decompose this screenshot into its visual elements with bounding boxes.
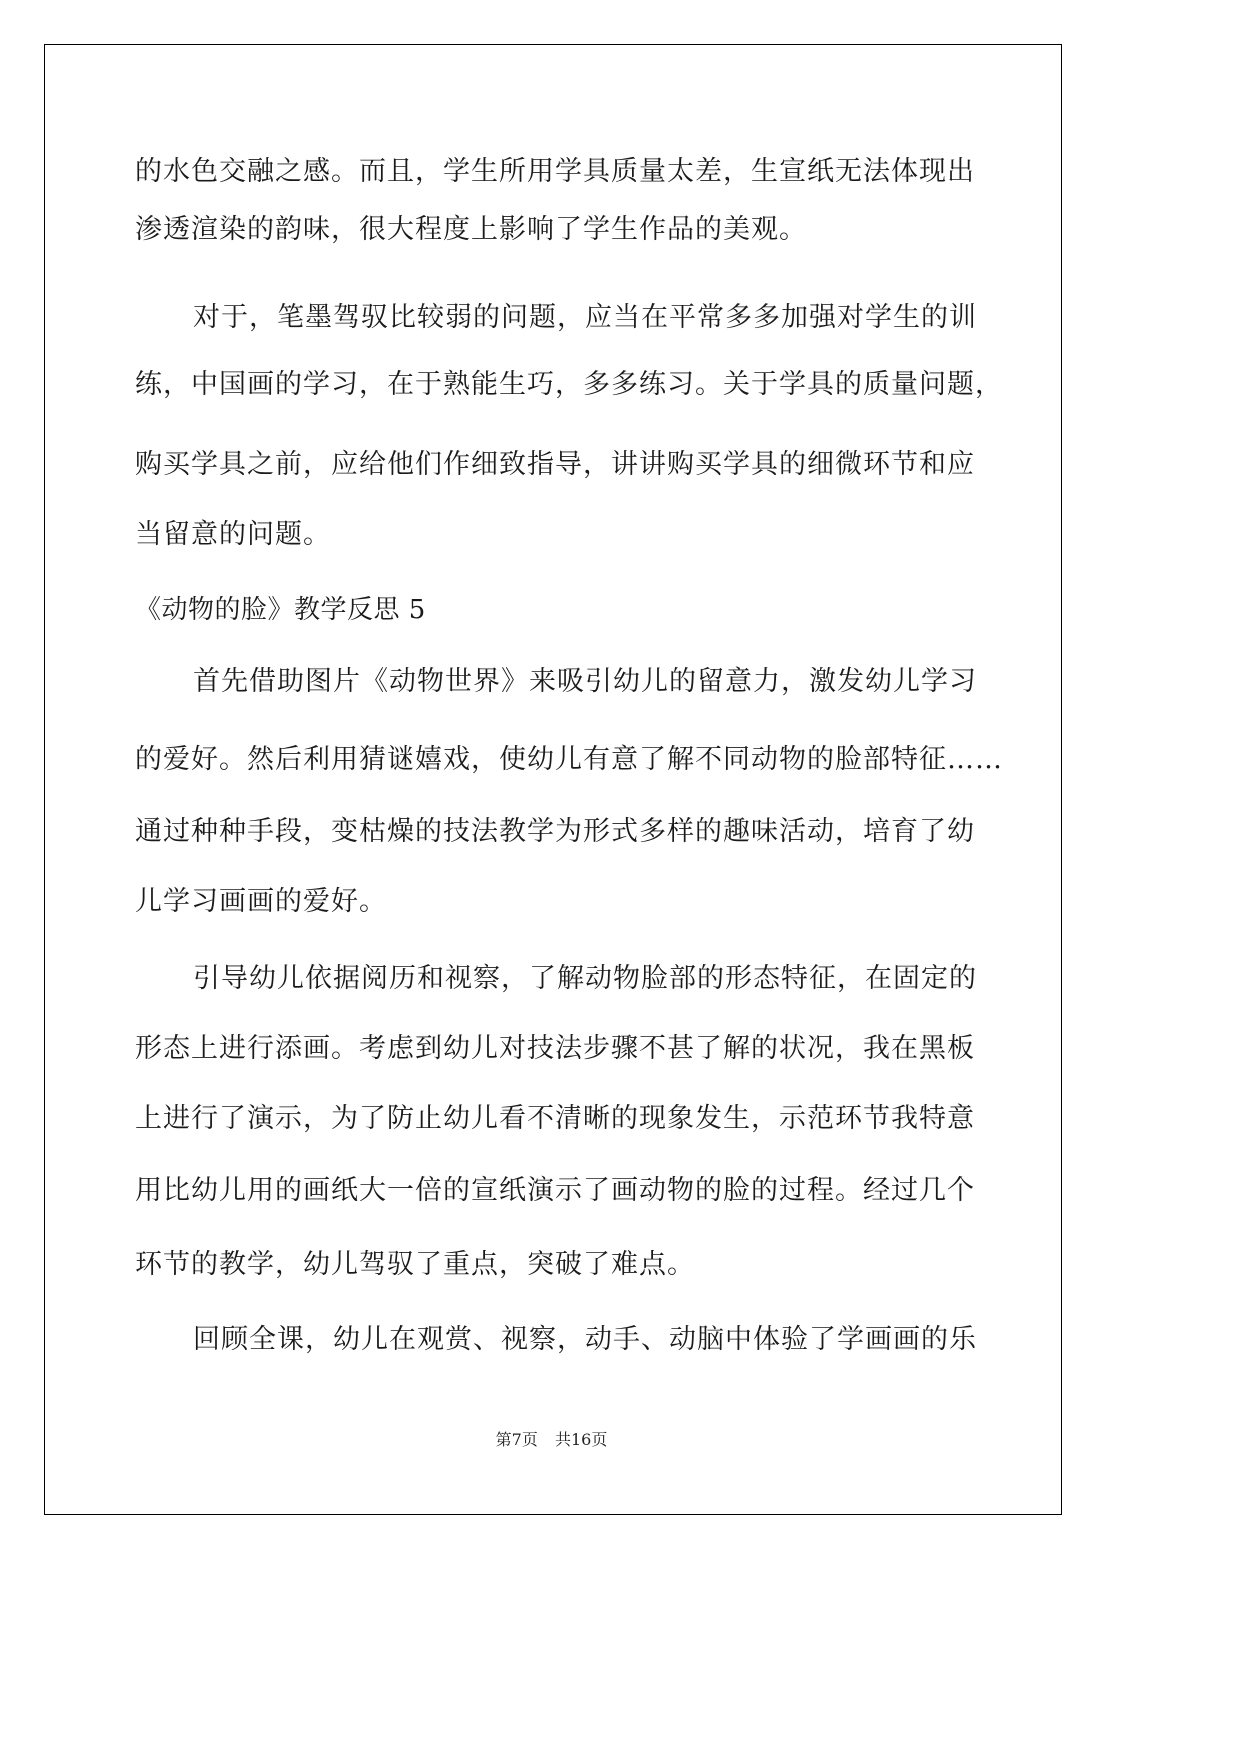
text-line: 形态上进行添画。考虑到幼儿对技法步骤不甚了解的状况，我在黑板 — [135, 1033, 975, 1064]
paragraph-start-line: 引导幼儿依据阅历和视察，了解动物脸部的形态特征，在固定的 — [193, 963, 977, 994]
text-line: 环节的教学，幼儿驾驭了重点，突破了难点。 — [135, 1249, 695, 1280]
text-line: 的水色交融之感。而且，学生所用学具质量太差，生宣纸无法体现出 — [135, 156, 975, 187]
text-line: 用比幼儿用的画纸大一倍的宣纸演示了画动物的脸的过程。经过几个 — [135, 1175, 975, 1206]
current-page-number: 第7页 — [495, 1430, 538, 1449]
text-line: 儿学习画画的爱好。 — [135, 886, 387, 917]
text-line: 上进行了演示，为了防止幼儿看不清晰的现象发生，示范环节我特意 — [135, 1103, 975, 1134]
total-pages: 共16页 — [554, 1430, 608, 1449]
section-heading: 《动物的脸》教学反思 5 — [135, 595, 426, 625]
text-line: 当留意的问题。 — [135, 519, 331, 550]
paragraph-start-line: 对于，笔墨驾驭比较弱的问题，应当在平常多多加强对学生的训 — [193, 302, 977, 333]
text-line: 练，中国画的学习，在于熟能生巧，多多练习。关于学具的质量问题， — [135, 369, 1003, 400]
page-footer — [0, 1427, 1103, 1450]
text-line: 渗透渲染的韵味，很大程度上影响了学生作品的美观。 — [135, 214, 807, 245]
paragraph-start-line: 首先借助图片《动物世界》来吸引幼儿的留意力，激发幼儿学习 — [193, 666, 977, 697]
text-line: 的爱好。然后利用猜谜嬉戏，使幼儿有意了解不同动物的脸部特征…… — [135, 744, 1003, 775]
text-line: 购买学具之前，应给他们作细致指导，讲讲购买学具的细微环节和应 — [135, 449, 975, 480]
text-line: 通过种种手段，变枯燥的技法教学为形式多样的趣味活动，培育了幼 — [135, 816, 975, 847]
paragraph-start-line: 回顾全课，幼儿在观赏、视察，动手、动脑中体验了学画画的乐 — [193, 1324, 977, 1355]
